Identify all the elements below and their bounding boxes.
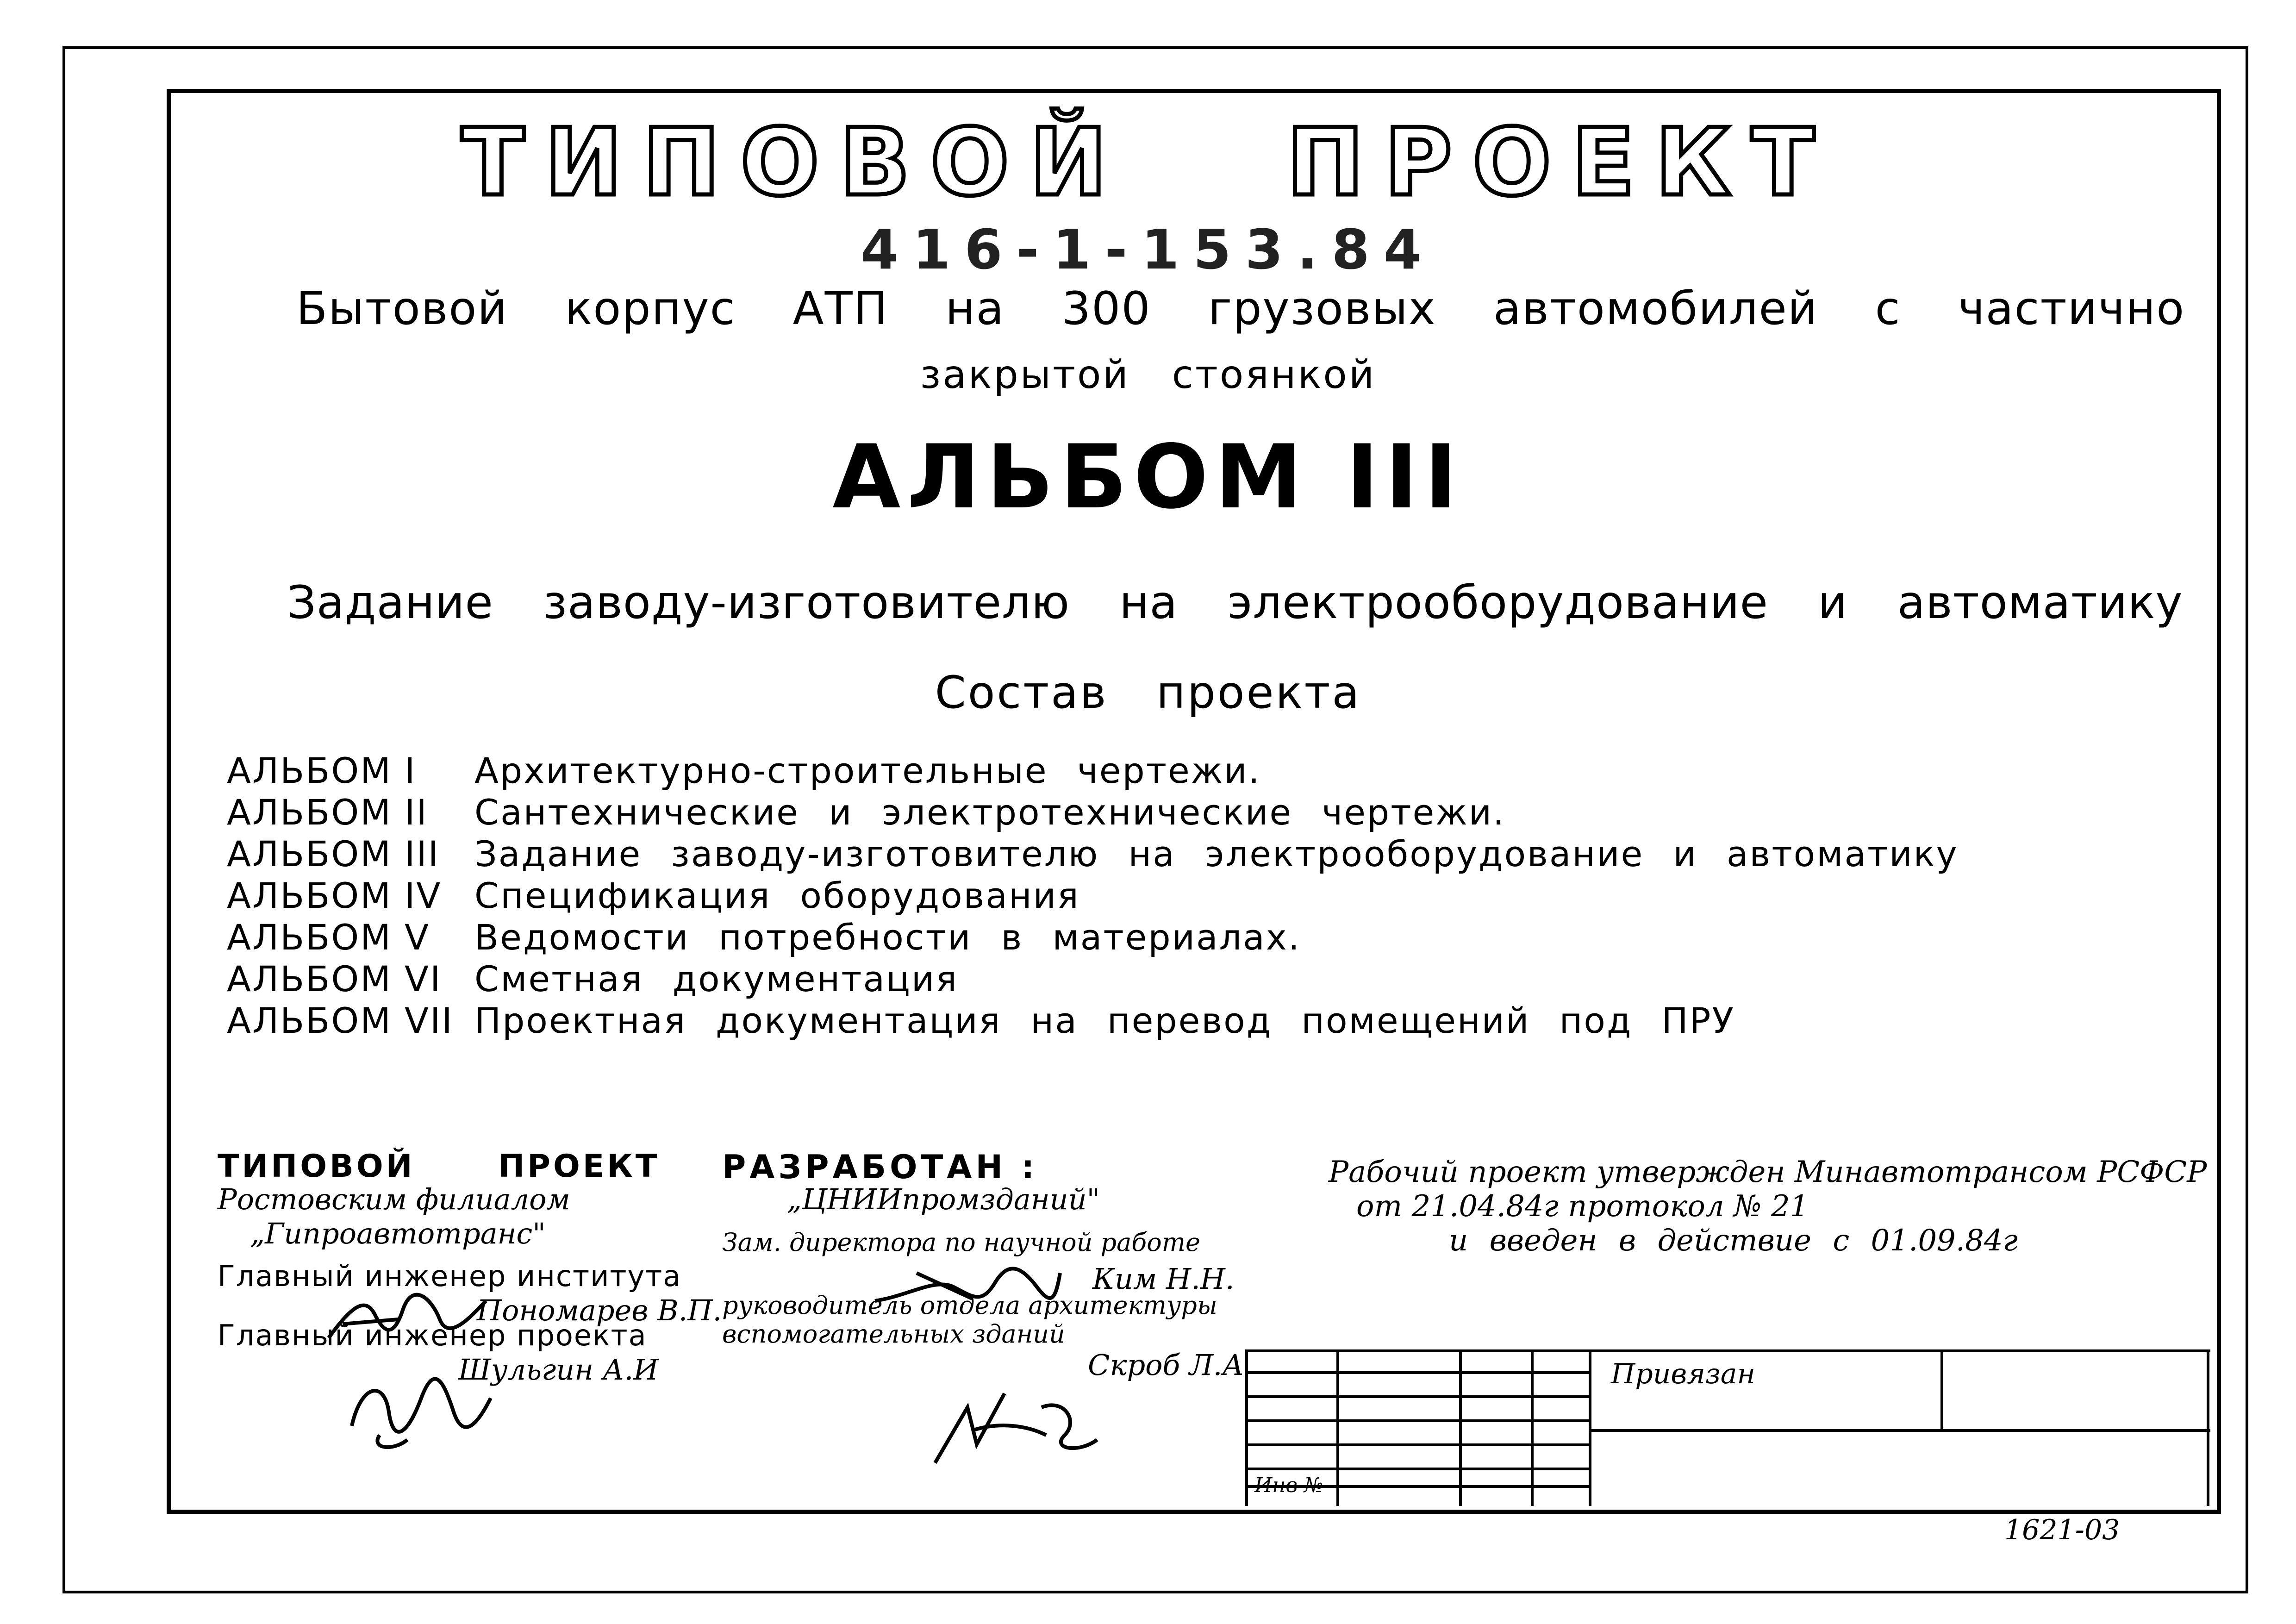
deputy-director-name: Ким Н.Н.: [1092, 1262, 1235, 1296]
album-heading: АЛЬБОМ III: [832, 426, 1464, 528]
chief-engineer-role: Главный инженер института: [218, 1259, 682, 1293]
project-subtitle-line2: закрытой стоянкой: [920, 352, 1376, 397]
album-description: Проектная документация на перевод помещений под ПРУ: [474, 1000, 1735, 1041]
album-number: АЛЬБОМ III: [227, 833, 440, 874]
attached-label: Привязан: [1611, 1358, 1756, 1390]
project-subtitle-line1: Бытовой корпус АТП на 300 грузовых автомобилей с частично: [296, 282, 2185, 335]
signature-ponomarev: [324, 1287, 491, 1349]
signature-shulgin: [343, 1370, 495, 1455]
signature-skrob: [926, 1380, 1102, 1474]
approval-line1: Рабочий проект утвержден Минавтотрансом РСФСР: [1329, 1155, 2207, 1189]
developer-left-block: [218, 1148, 722, 1387]
approval-block: [1329, 1155, 2207, 1258]
task-title: Задание заводу-изготовителю на электрооборудование и автоматику: [287, 576, 2183, 629]
deputy-director-role: Зам. директора по научной работе: [722, 1228, 1200, 1257]
inventory-number-label: Инв №: [1254, 1474, 1323, 1497]
document-title: ТИПОВОЙ ПРОЕКТ: [461, 109, 1835, 217]
album-description: Задание заводу-изготовителю на электрооборудование и автоматику: [474, 833, 1959, 874]
approval-line3: и введен в действие с 01.09.84г: [1449, 1224, 2018, 1258]
album-number: АЛЬБОМ V: [227, 917, 430, 958]
typical-label: ТИПОВОЙ: [218, 1148, 415, 1185]
org-line2: „Гипроавтотранс": [250, 1217, 546, 1250]
album-description: Сантехнические и электротехнические чертежи.: [474, 792, 1506, 833]
album-number: АЛЬБОМ VI: [227, 958, 442, 999]
signature-kim: [870, 1259, 1065, 1317]
composition-heading: Состав проекта: [935, 667, 1361, 718]
album-description: Архитектурно-строительные чертежи.: [474, 750, 1261, 791]
sheet-number: 1621-03: [2004, 1514, 2120, 1546]
title-block-stamp: [1245, 1349, 2210, 1506]
org-line1: Ростовским филиалом: [218, 1182, 570, 1216]
album-number: АЛЬБОМ VII: [227, 1000, 454, 1041]
project-label: ПРОЕКТ: [498, 1148, 660, 1185]
album-description: Спецификация оборудования: [474, 875, 1080, 916]
project-engineer-role: Главный инженер проекта: [218, 1318, 647, 1352]
album-description: Сметная документация: [474, 958, 958, 999]
department-head-role-line1: руководитель отдела архитектуры: [722, 1291, 1217, 1320]
album-description: Ведомости потребности в материалах.: [474, 917, 1301, 958]
project-code: 416-1-153.84: [861, 218, 1435, 281]
approval-line2: от 21.04.84г протокол № 21: [1356, 1189, 1809, 1224]
album-number: АЛЬБОМ IV: [227, 875, 442, 916]
album-number: АЛЬБОМ I: [227, 750, 417, 791]
chief-engineer-name: Пономарев В.П.: [477, 1293, 722, 1327]
developed-label: РАЗРАБОТАН :: [722, 1148, 1038, 1186]
developer-org: „ЦНИИпромзданий": [787, 1182, 1100, 1216]
department-head-name: Скроб Л.А: [1088, 1348, 1244, 1382]
department-head-role-line2: вспомогательных зданий: [722, 1319, 1065, 1349]
project-engineer-name: Шульгин А.И: [458, 1353, 659, 1387]
album-number: АЛЬБОМ II: [227, 792, 428, 833]
